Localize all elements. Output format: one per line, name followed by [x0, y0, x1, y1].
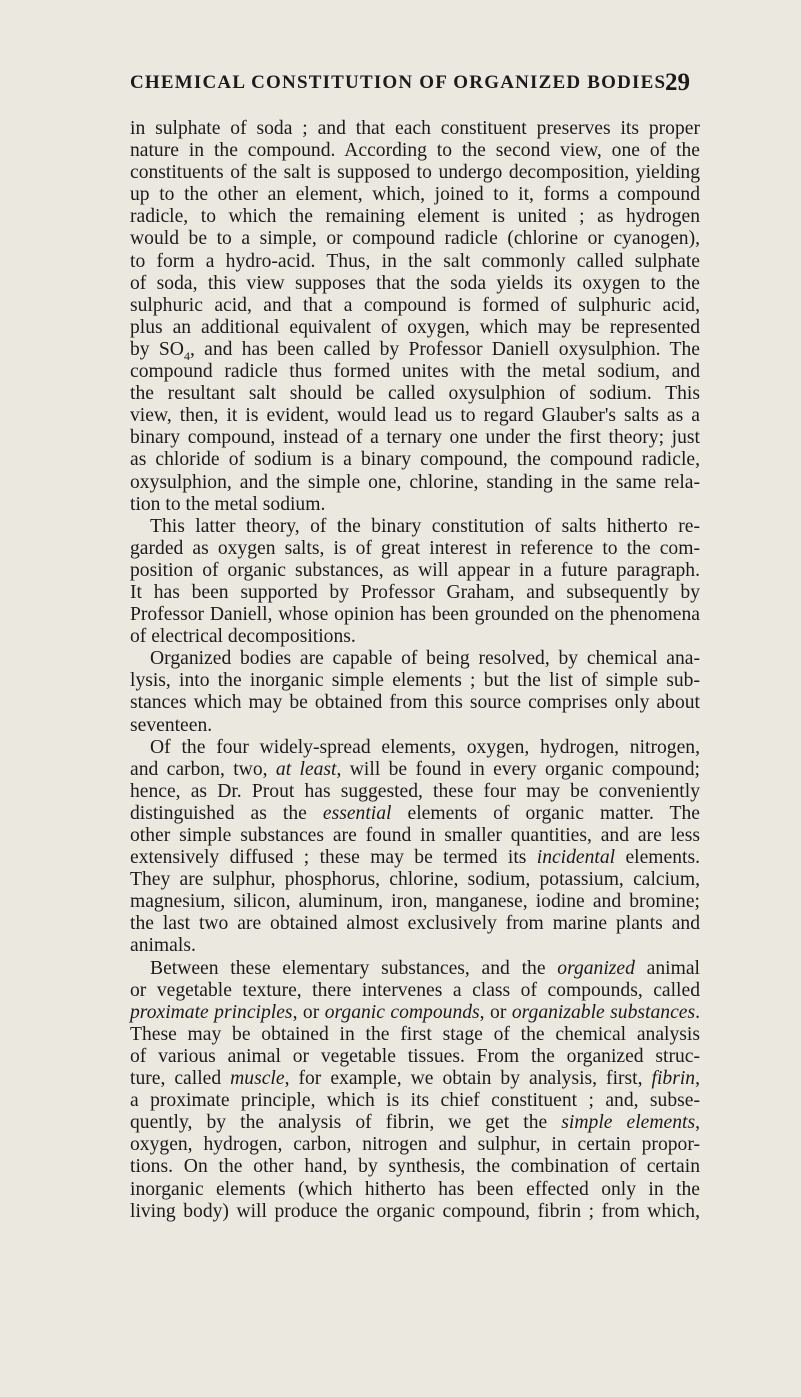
- text-run: , or: [292, 1001, 325, 1023]
- text-run: other simple substances are found in smaller quantities, and are less: [130, 825, 700, 846]
- text-run: tions. On the other hand, by synthesis, the combination of certain: [130, 1156, 700, 1178]
- text-run: These may be obtained in the first stage of the chemical analysis: [130, 1023, 700, 1045]
- text-run: seventeen.: [130, 714, 213, 736]
- text-run: as chloride of sodium is a binary compound, the compound radicle,: [130, 449, 700, 471]
- text-run: tion to the metal sodium.: [130, 493, 326, 515]
- text-run: by SO: [130, 338, 184, 360]
- italic-text: simple elements: [561, 1112, 696, 1134]
- text-line: [130, 935, 700, 957]
- text-run: view, then, it is evident, would lead us to regard Glauber's salts as a: [130, 405, 700, 427]
- text-run: animals.: [130, 935, 196, 957]
- text-line: [130, 825, 700, 847]
- text-run: , for example, we obtain by analysis, first,: [284, 1068, 652, 1090]
- text-run: the last two are obtained almost exclusively from marine plants and: [130, 913, 700, 935]
- text-run: position of organic substances, as will appear in a future paragraph.: [130, 559, 700, 581]
- text-line: [130, 869, 700, 891]
- italic-text: organizable substances: [511, 1001, 696, 1023]
- running-title: CHEMICAL CONSTITUTION OF ORGANIZED BODIES.: [130, 72, 673, 93]
- subscript: 4: [183, 348, 190, 363]
- text-line: [130, 140, 700, 162]
- text-line: [130, 206, 700, 228]
- text-run: .: [695, 1001, 700, 1023]
- text-line: [130, 162, 700, 184]
- text-line: [130, 781, 700, 803]
- text-run: hence, as Dr. Prout has suggested, these four may be conveniently: [130, 780, 700, 802]
- text-line: [130, 980, 700, 1002]
- text-run: They are sulphur, phosphorus, chlorine, sodium, potassium, calcium,: [130, 869, 700, 891]
- text-run: This latter theory, of the binary constitution of salts hitherto re-: [150, 515, 700, 537]
- italic-text: organic compounds: [324, 1001, 480, 1023]
- text-run: plus an additional equivalent of oxygen, which may be represented: [130, 316, 700, 338]
- text-run: oxysulphion, and the simple one, chlorine, standing in the same rela-: [130, 471, 700, 493]
- text-run: or vegetable texture, there intervenes a class of compounds, called: [130, 979, 700, 1001]
- text-run: Organized bodies are capable of being resolved, by chemical ana-: [150, 648, 700, 670]
- text-run: to form a hydro-acid. Thus, in the salt commonly called sulphate: [130, 250, 700, 272]
- text-line: [130, 582, 700, 604]
- text-line: [130, 494, 700, 516]
- text-run: , and has been called by Professor Daniell oxysulphion. The: [189, 338, 700, 360]
- text-line: [130, 1112, 700, 1134]
- text-run: , or: [479, 1001, 512, 1023]
- italic-text: essential: [322, 802, 392, 824]
- text-run: would be to a simple, or compound radicle (chlorine or cyanogen),: [130, 228, 700, 250]
- text-run: sulphuric acid, and that a compound is formed of sulphuric acid,: [130, 294, 700, 316]
- italic-text: at least: [275, 758, 337, 780]
- text-line: [130, 339, 700, 361]
- text-line: [130, 1156, 700, 1178]
- text-run: radicle, to which the remaining element is united ; as hydrogen: [130, 206, 700, 228]
- text-run: It has been supported by Professor Graham, and subsequently by: [130, 581, 700, 603]
- text-line: [130, 1179, 700, 1201]
- italic-text: organized: [557, 957, 635, 979]
- text-line: [130, 913, 700, 935]
- text-line: [130, 251, 700, 273]
- italic-text: fibrin: [651, 1068, 696, 1090]
- text-run: ture, called: [130, 1068, 231, 1090]
- text-line: [130, 891, 700, 913]
- text-line: [130, 1134, 700, 1156]
- text-run: Between these elementary substances, and the: [150, 957, 558, 979]
- text-line: [130, 1046, 700, 1068]
- text-line: [130, 449, 700, 471]
- text-line: [130, 273, 700, 295]
- text-line: [130, 958, 700, 980]
- text-line: [130, 317, 700, 339]
- text-line: [130, 604, 700, 626]
- text-line: [130, 427, 700, 449]
- text-line: [130, 118, 700, 140]
- text-line: [130, 1002, 700, 1024]
- italic-text: incidental: [536, 847, 616, 869]
- text-run: ,: [695, 1112, 700, 1134]
- text-run: animal: [634, 957, 700, 979]
- text-line: [130, 560, 700, 582]
- text-line: [130, 228, 700, 250]
- text-line: [130, 361, 700, 383]
- text-run: quently, by the analysis of fibrin, we get the: [130, 1112, 562, 1134]
- text-run: garded as oxygen salts, is of great interest in reference to the com-: [130, 537, 700, 559]
- text-line: [130, 692, 700, 714]
- text-run: ,: [695, 1068, 700, 1090]
- text-run: in sulphate of soda ; and that each constituent preserves its proper: [130, 118, 700, 139]
- text-run: distinguished as the: [130, 802, 323, 824]
- text-line: [130, 1068, 700, 1090]
- text-line: [130, 670, 700, 692]
- text-run: lysis, into the inorganic simple elements ; but the list of simple sub-: [130, 670, 700, 692]
- text-line: [130, 737, 700, 759]
- text-line: [130, 1024, 700, 1046]
- text-run: , will be found in every organic compound;: [336, 758, 700, 780]
- text-line: [130, 715, 700, 737]
- running-head: [130, 69, 690, 104]
- text-line: [130, 184, 700, 206]
- text-run: of soda, this view supposes that the soda yields its oxygen to the: [130, 272, 700, 294]
- text-run: a proximate principle, which is its chief constituent ; and, subse-: [130, 1090, 700, 1112]
- text-run: stances which may be obtained from this source comprises only about: [130, 692, 700, 714]
- text-line: [130, 759, 700, 781]
- text-run: oxygen, hydrogen, carbon, nitrogen and sulphur, in certain propor-: [130, 1134, 700, 1156]
- body-text: [130, 118, 700, 1223]
- text-line: [130, 405, 700, 427]
- text-run: elements.: [615, 847, 700, 869]
- text-line: [130, 803, 700, 825]
- text-run: binary compound, instead of a ternary one under the first theory; just: [130, 427, 700, 449]
- text-run: compound radicle thus formed unites with the metal sodium, and: [130, 361, 700, 383]
- text-run: Professor Daniell, whose opinion has been grounded on the phenomena: [130, 604, 700, 626]
- text-line: [130, 538, 700, 560]
- text-run: Of the four widely-spread elements, oxygen, hydrogen, nitrogen,: [150, 736, 700, 758]
- text-run: up to the other an element, which, joined to it, forms a compound: [130, 184, 700, 206]
- text-run: nature in the compound. According to the second view, one of the: [130, 140, 700, 162]
- text-line: [130, 295, 700, 317]
- text-line: [130, 648, 700, 670]
- text-run: living body) will produce the organic compound, fibrin ; from which,: [130, 1200, 700, 1222]
- italic-text: proximate principles: [130, 1001, 293, 1023]
- text-line: [130, 847, 700, 869]
- text-run: and carbon, two,: [130, 758, 276, 780]
- text-run: the resultant salt should be called oxysulphion of sodium. This: [130, 383, 700, 405]
- text-run: elements of organic matter. The: [391, 802, 700, 824]
- text-run: constituents of the salt is supposed to undergo decomposition, yielding: [130, 162, 700, 184]
- text-line: [130, 516, 700, 538]
- text-line: [130, 1201, 700, 1223]
- text-line: [130, 383, 700, 405]
- text-line: [130, 1090, 700, 1112]
- text-run: of electrical decompositions.: [130, 626, 356, 648]
- text-line: [130, 626, 700, 648]
- text-run: extensively diffused ; these may be termed its: [130, 847, 537, 869]
- text-line: [130, 472, 700, 494]
- text-run: of various animal or vegetable tissues. From the organized struc-: [130, 1045, 700, 1067]
- italic-text: muscle: [230, 1068, 285, 1090]
- page-number: 29: [665, 69, 690, 96]
- text-run: magnesium, silicon, aluminum, iron, manganese, iodine and bromine;: [130, 891, 700, 913]
- text-run: inorganic elements (which hitherto has been effected only in the: [130, 1178, 700, 1200]
